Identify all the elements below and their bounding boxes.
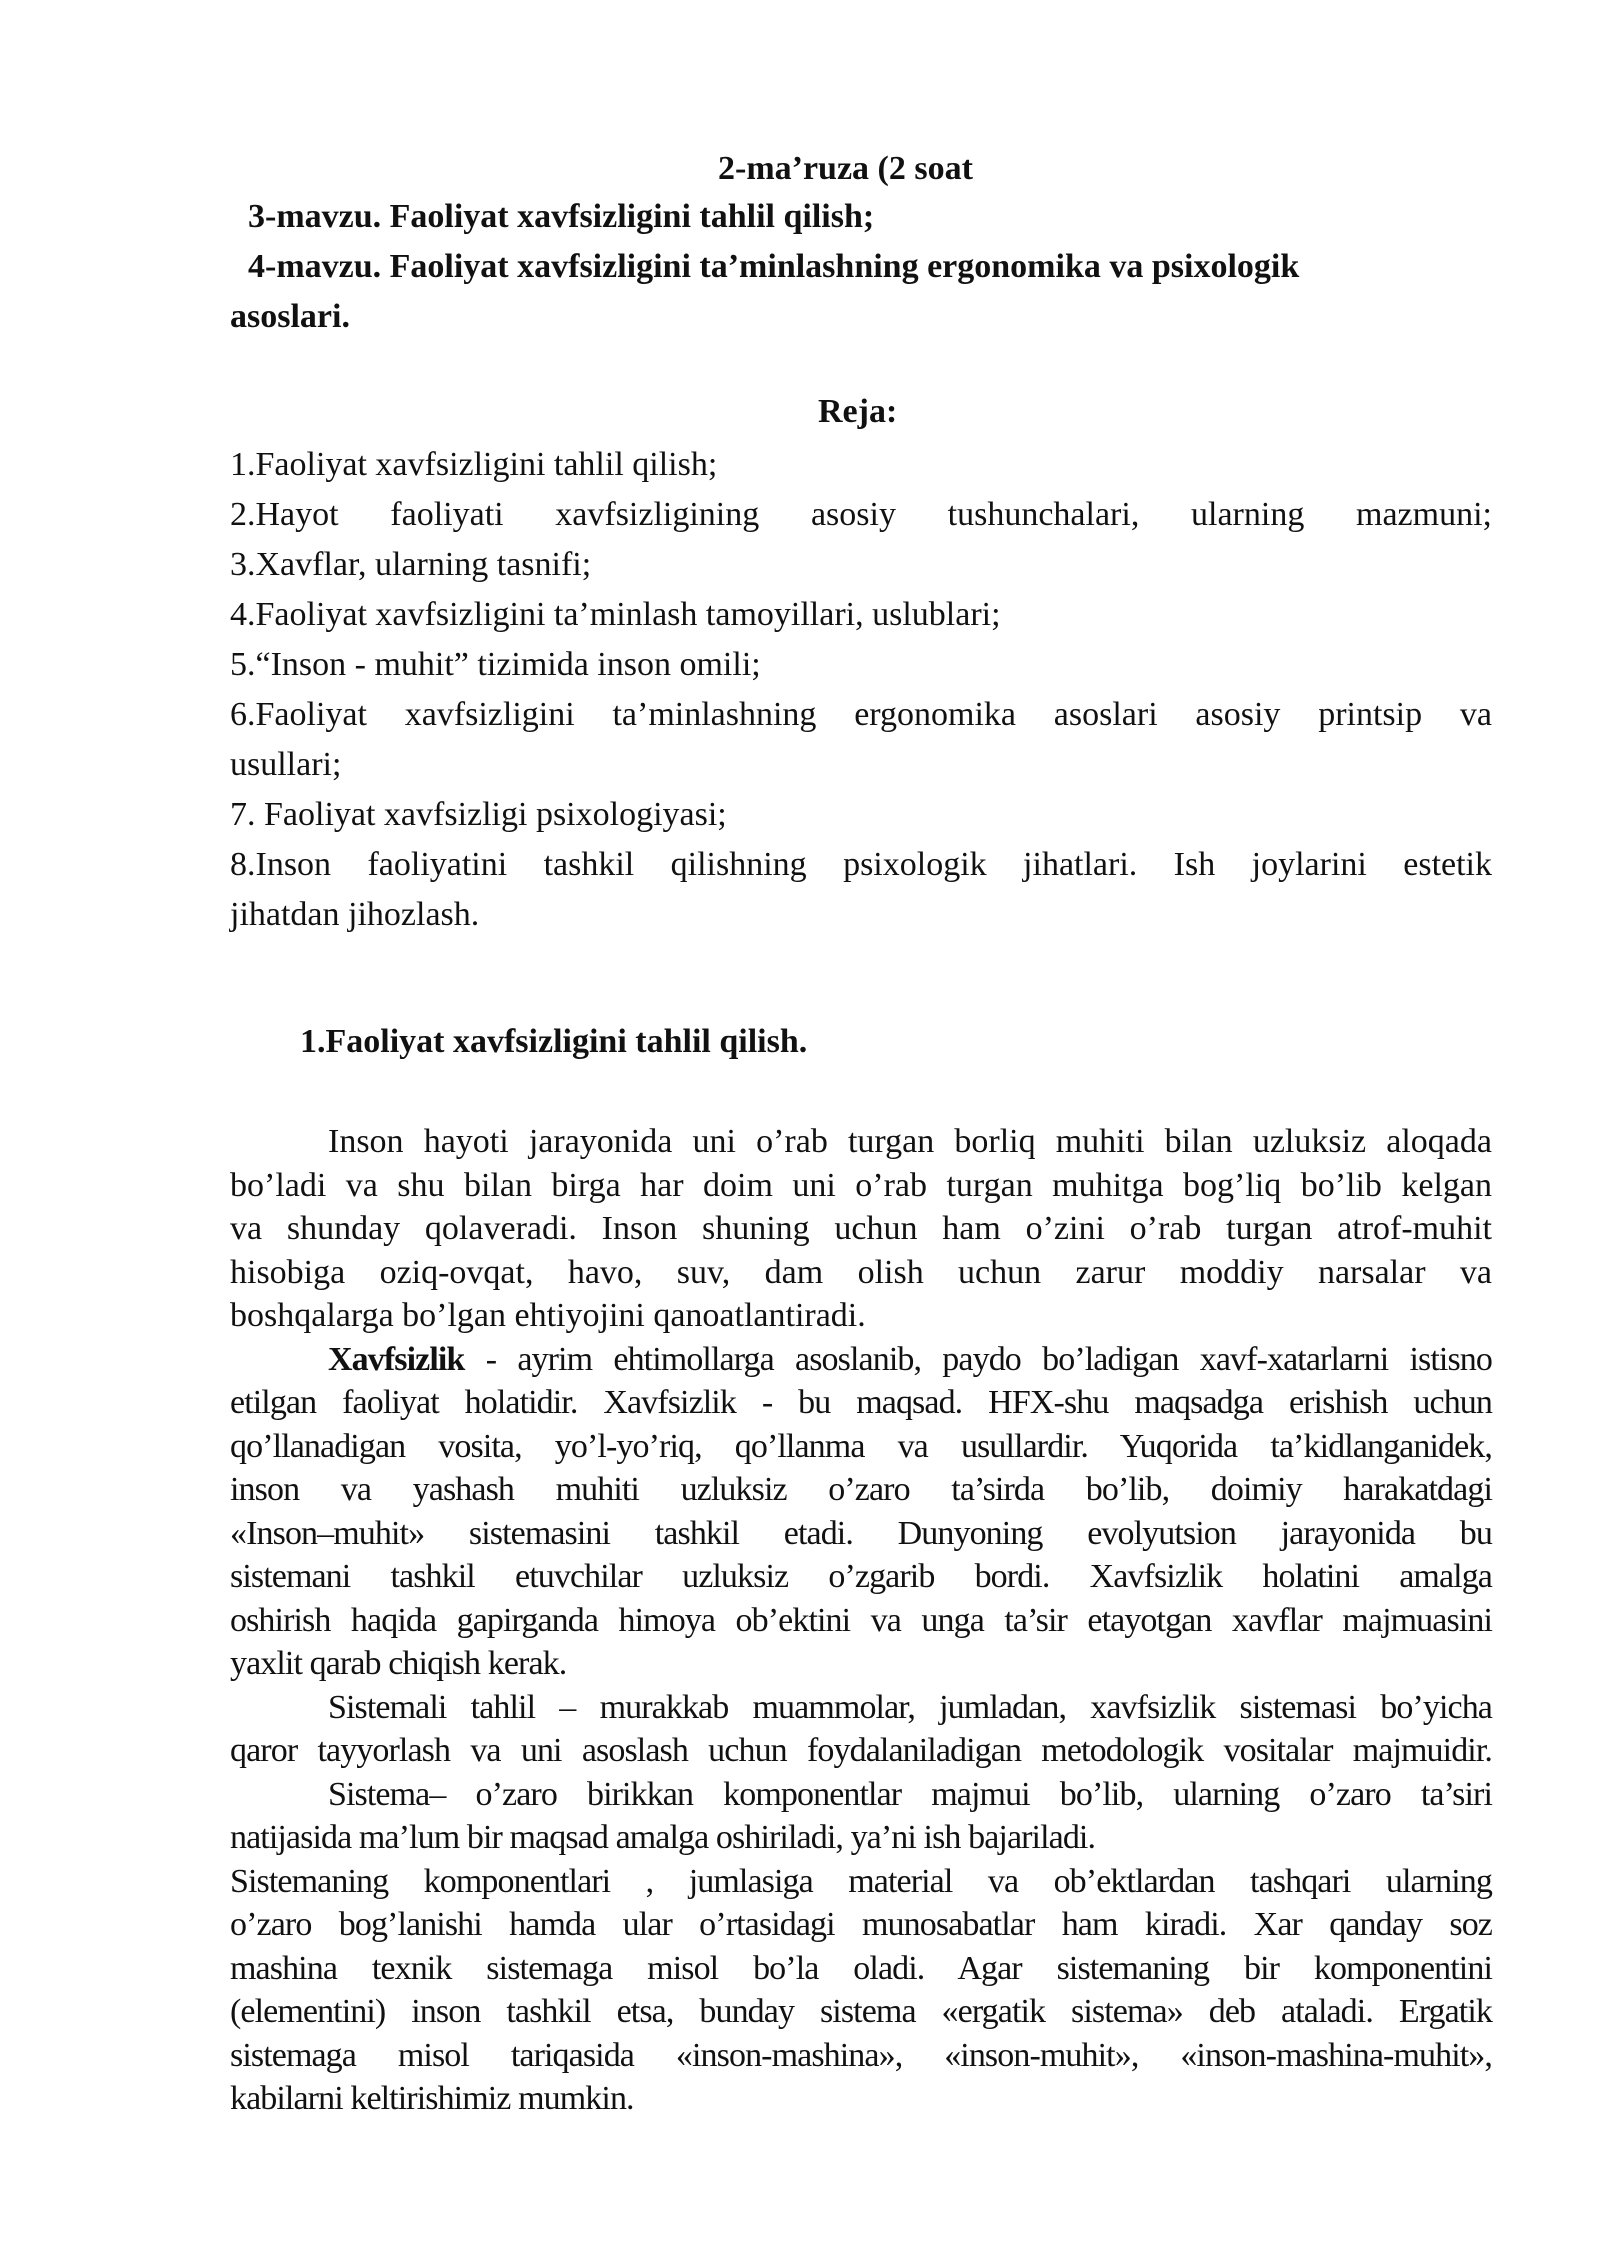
body-line: mashina texnik sistemaga misol bo’la oladi. Agar sistemaning bir komponentini: [230, 1949, 1492, 1987]
plan-item: 1.Faoliyat xavfsizligini tahlil qilish;: [230, 446, 718, 483]
body-line: va shunday qolaveradi. Inson shuning uchun ham o’zini o’rab turgan atrof-muhit: [230, 1210, 1492, 1247]
body-line: kabilarni keltirishimiz mumkin.: [230, 2080, 634, 2117]
definition-text: - ayrim ehtimollarga asoslanib, paydo bo’ladigan xavf-xatarlarni istisno: [464, 1340, 1492, 1378]
plan-item: jihatdan jihozlash.: [230, 896, 480, 933]
body-line: (elementini) inson tashkil etsa, bunday sistema «ergatik sistema» deb ataladi. Ergatik: [230, 1993, 1492, 2030]
body-line: inson va yashash muhiti uzluksiz o’zaro ta’sirda bo’lib, doimiy harakatdagi: [230, 1471, 1492, 1508]
plan-item: 5.“Inson - muhit” tizimida inson omili;: [230, 646, 761, 683]
body-line: natijasida ma’lum bir maqsad amalga oshiriladi, ya’ni ish bajariladi.: [230, 1819, 1096, 1856]
body-line: sistemani tashkil etuvchilar uzluksiz o’zgarib bordi. Xavfsizlik holatini amalga: [230, 1558, 1492, 1595]
topic-4-heading-continued: asoslari.: [230, 298, 350, 335]
body-line: «Inson–muhit» sistemasini tashkil etadi. Dunyoning evolyutsion jarayonida bu: [230, 1514, 1492, 1552]
body-line: Inson hayoti jarayonida uni o’rab turgan borliq muhiti bilan uzluksiz aloqada: [328, 1123, 1492, 1160]
body-line: hisobiga oziq-ovqat, havo, suv, dam olish uchun zarur moddiy narsalar va: [230, 1253, 1492, 1291]
body-line: [230, 1338, 1492, 1382]
body-line: Sistemaning komponentlari , jumlasiga material va ob’ektlardan tashqari ularning: [230, 1862, 1492, 1900]
plan-item: 8.Inson faoliyatini tashkil qilishning psixologik jihatlari. Ish joylarini estetik: [230, 846, 1492, 883]
section-body: [230, 1120, 1492, 2121]
topic-4-heading: 4-mavzu. Faoliyat xavfsizligini ta’minlashning ergonomika va psixologik: [248, 248, 1300, 285]
plan-item: 7. Faoliyat xavfsizligi psixologiyasi;: [230, 796, 727, 833]
topic-3-heading: 3-mavzu. Faoliyat xavfsizligini tahlil qilish;: [248, 198, 875, 235]
body-line: oshirish haqida gapirganda himoya ob’ektini va unga ta’sir etayotgan xavflar majmuasini: [230, 1601, 1492, 1639]
body-line: o’zaro bog’lanishi hamda ular o’rtasidagi munosabatlar ham kiradi. Xar qanday soz: [230, 1906, 1492, 1943]
body-line: qaror tayyorlash va uni asoslash uchun foydalaniladigan metodologik vositalar majmuidir.: [230, 1732, 1492, 1769]
plan-item: 4.Faoliyat xavfsizligini ta’minlash tamoyillari, uslublari;: [230, 596, 1001, 633]
lecture-title: 2-ma’ruza (2 soat: [718, 150, 973, 187]
plan-heading: Reja:: [818, 393, 898, 430]
plan-item: 2.Hayot faoliyati xavfsizligining asosiy tushunchalari, ularning mazmuni;: [230, 496, 1492, 533]
body-line: etilgan faoliyat holatidir. Xavfsizlik - bu maqsad. HFX-shu maqsadga erishish uchun: [230, 1384, 1492, 1421]
plan-item: 6.Faoliyat xavfsizligini ta’minlashning ergonomika asoslari asosiy printsip va: [230, 696, 1492, 733]
section-heading: 1.Faoliyat xavfsizligini tahlil qilish.: [300, 1023, 808, 1060]
body-line: yaxlit qarab chiqish kerak.: [230, 1645, 567, 1682]
plan-item: usullari;: [230, 746, 342, 783]
plan-list: [230, 440, 1492, 940]
body-line: qo’llanadigan vosita, yo’l-yo’riq, qo’llanma va usullardir. Yuqorida ta’kidlanganidek,: [230, 1427, 1492, 1465]
body-line: Sistemali tahlil – murakkab muammolar, jumladan, xavfsizlik sistemasi bo’yicha: [328, 1688, 1492, 1726]
term-xavfsizlik: Xavfsizlik: [328, 1340, 465, 1378]
plan-item: 3.Xavflar, ularning tasnifi;: [230, 546, 592, 583]
body-line: bo’ladi va shu bilan birga har doim uni o’rab turgan muhitga bog’liq bo’lib kelgan: [230, 1166, 1492, 1204]
body-line: boshqalarga bo’lgan ehtiyojini qanoatlantiradi.: [230, 1297, 866, 1334]
body-line: sistemaga misol tariqasida «inson-mashina», «inson-muhit», «inson-mashina-muhit»,: [230, 2036, 1492, 2074]
body-line: Sistema– o’zaro birikkan komponentlar majmui bo’lib, ularning o’zaro ta’siri: [328, 1775, 1492, 1813]
